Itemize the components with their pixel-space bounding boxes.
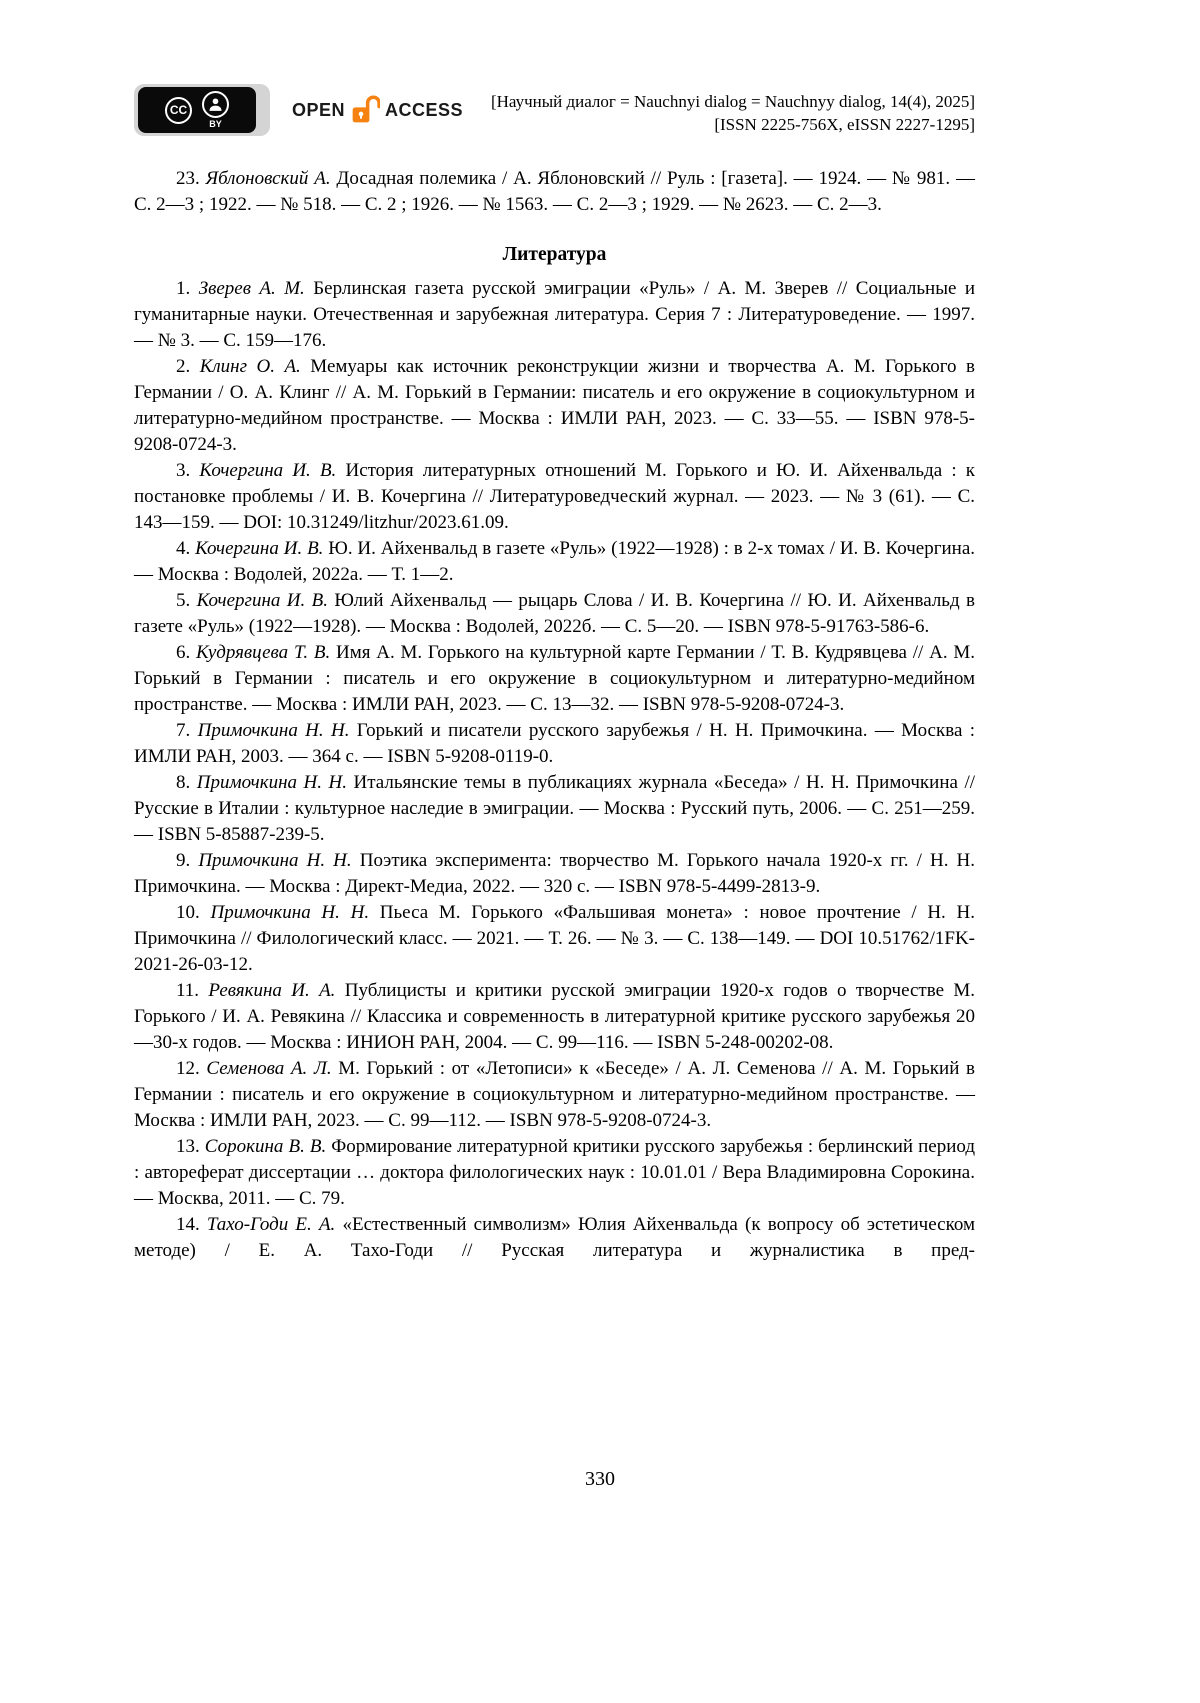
cc-by-attribution <box>202 91 229 129</box>
reference-number: 6. <box>176 642 191 663</box>
reference-author: Зверев А. М. <box>198 278 305 299</box>
reference-text: Горький и писатели русского зарубежья / Н. Н. Примочкина. — Москва : ИМЛИ РАН, 2003. — 364 с. — ISBN 5-9208-0119-0. <box>134 720 975 767</box>
reference-entry <box>134 1056 975 1134</box>
journal-citation-line-2: [ISSN 2225-756X, eISSN 2227-1295] <box>714 115 975 134</box>
reference-author: Семенова А. Л. <box>206 1058 332 1079</box>
cc-icon: CC <box>165 97 192 124</box>
reference-entry <box>134 536 975 588</box>
reference-entry <box>134 1212 975 1264</box>
journal-citation-line-1: [Научный диалог = Nauchnyi dialog = Nauchnyy dialog, 14(4), 2025] <box>490 92 975 111</box>
reference-author: Кочергина И. В. <box>199 460 337 481</box>
reference-author: Примочкина Н. Н. <box>198 850 352 871</box>
section-title: Литература <box>502 244 607 265</box>
reference-number: 7. <box>176 720 191 741</box>
reference-text: «Естественный символизм» Юлия Айхенвальда (к вопросу об эстетическом методе) / Е. А. Тахо-Годи // Русская литература и журналистика в пред- <box>134 1214 976 1261</box>
reference-number: 12. <box>176 1058 200 1079</box>
reference-entry <box>134 588 975 640</box>
reference-author: Примочкина Н. Н. <box>196 772 348 793</box>
reference-entry <box>134 900 975 978</box>
reference-author: Примочкина Н. Н. <box>210 902 370 923</box>
reference-author: Тахо-Годи Е. А. <box>206 1214 336 1235</box>
reference-entry <box>134 978 975 1056</box>
reference-entry <box>134 848 975 900</box>
page-number: 330 <box>585 1468 615 1490</box>
reference-author: Сорокина В. В. <box>204 1136 327 1157</box>
reference-text: Формирование литературной критики русского зарубежья : берлинский период : автореферат диссертации … доктора филологических наук : 10.01.01 / Вера Владимировна Сорокина. — Москва, 2011. — С. 79. <box>134 1136 975 1209</box>
reference-author: Кочергина И. В. <box>195 538 324 559</box>
reference-text: Имя А. М. Горького на культурной карте Германии / Т. В. Кудрявцева // А. М. Горький в Германии : писатель и его окружение в социокультурном и литературно-медийном пространстве. — Москва : ИМЛИ РАН, 2023. — С. 13—32. — ISBN 978-5-9208-0724-3. <box>134 642 975 715</box>
reference-text: Пьеса М. Горького «Фальшивая монета» : новое прочтение / Н. Н. Примочкина // Филологический класс. — 2021. — Т. 26. — № 3. — С. 138—149. — DOI 10.51762/1FK-2021-26-03-12. <box>134 902 975 975</box>
reference-text: Берлинская газета русской эмиграции «Руль» / А. М. Зверев // Социальные и гуманитарные науки. Отечественная и зарубежная литература. Серия 7 : Литературоведение. — 1997. — № 3. — С. 159—176. <box>134 278 976 351</box>
page-header <box>134 84 975 136</box>
reference-text: Поэтика эксперимента: творчество М. Горького начала 1920-х гг. / Н. Н. Примочкина. — Москва : Директ-Медиа, 2022. — 320 с. — ISBN 978-5-4499-2813-9. <box>134 850 975 897</box>
reference-author: Кочергина И. В. <box>196 590 329 611</box>
references-list <box>134 276 975 1264</box>
cc-badge <box>138 87 256 133</box>
person-icon <box>202 91 229 118</box>
open-access-access-label: ACCESS <box>385 99 464 120</box>
reference-entry <box>134 458 975 536</box>
reference-number: 3. <box>176 460 191 481</box>
reference-number: 23. <box>176 168 200 189</box>
reference-text: История литературных отношений М. Горького и Ю. И. Айхенвальда : к постановке проблемы / И. В. Кочергина // Литературоведческий журнал. — 2023. — № 3 (61). — С. 143—159. — DOI: 10.31249/litzhur/2023.61.09. <box>134 460 976 533</box>
reference-author: Яблоновский А. <box>205 168 331 189</box>
reference-text: Итальянские темы в публикациях журнала «Беседа» / Н. Н. Примочкина // Русские в Италии : культурное наследие в эмиграции. — Москва : Русский путь, 2006. — С. 251—259. — ISBN 5-85887-239-5. <box>134 772 975 845</box>
reference-number: 10. <box>176 902 200 923</box>
reference-entry <box>134 640 975 718</box>
reference-number: 1. <box>176 278 191 299</box>
reference-number: 8. <box>176 772 191 793</box>
reference-author: Кудрявцева Т. В. <box>196 642 331 663</box>
cc-by-license-badge <box>134 84 270 136</box>
reference-author: Примочкина Н. Н. <box>197 720 350 741</box>
cc-by-label: BY <box>209 119 222 129</box>
reference-entry <box>134 718 975 770</box>
reference-number: 5. <box>176 590 191 611</box>
reference-entry <box>134 354 975 458</box>
reference-entry <box>134 1134 975 1212</box>
journal-citation <box>491 84 975 136</box>
reference-text: Юлий Айхенвальд — рыцарь Слова / И. В. Кочергина // Ю. И. Айхенвальд в газете «Руль» (1922—1928). — Москва : Водолей, 2022б. — С. 5—20. — ISBN 978-5-91763-586-6. <box>134 590 975 637</box>
open-access-open-label: OPEN <box>292 99 346 120</box>
open-lock-icon <box>350 94 380 126</box>
reference-number: 2. <box>176 356 191 377</box>
reference-text: Мемуары как источник реконструкции жизни и творчества А. М. Горького в Германии / О. А. Клинг // А. М. Горький в Германии: писатель и его окружение в социокультурном и литературно-медийном пространстве. — Москва : ИМЛИ РАН, 2023. — С. 33—55. — ISBN 978-5-9208-0724-3. <box>134 356 975 455</box>
reference-entry-lead <box>134 166 975 218</box>
reference-author: Ревякина И. А. <box>208 980 336 1001</box>
open-access-logo <box>292 84 463 136</box>
reference-number: 4. <box>176 538 191 559</box>
reference-text: М. Горький : от «Летописи» к «Беседе» / А. Л. Семенова // А. М. Горький в Германии : писатель и его окружение в социокультурном и литературно-медийном пространстве. — Москва : ИМЛИ РАН, 2023. — С. 99—112. — ISBN 978-5-9208-0724-3. <box>134 1058 976 1131</box>
reference-author: Клинг О. А. <box>199 356 301 377</box>
reference-text: Ю. И. Айхенвальд в газете «Руль» (1922—1928) : в 2-х томах / И. В. Кочергина. — Москва : Водолей, 2022а. — Т. 1—2. <box>134 538 975 585</box>
reference-number: 11. <box>176 980 200 1001</box>
reference-entry <box>134 276 975 354</box>
reference-number: 13. <box>176 1136 200 1157</box>
reference-number: 9. <box>176 850 191 871</box>
reference-entry <box>134 770 975 848</box>
page-content <box>134 84 975 1264</box>
reference-text: Публицисты и критики русской эмиграции 1920-х годов о творчестве М. Горького / И. А. Ревякина // Классика и современность в литературной критике русского зарубежья 20—30-х годов. — Москва : ИНИОН РАН, 2004. — С. 99—116. — ISBN 5-248-00202-08. <box>134 980 976 1053</box>
reference-number: 14. <box>176 1214 200 1235</box>
reference-text: Досадная полемика / А. Яблоновский // Руль : [газета]. — 1924. — № 981. — С. 2—3 ; 1922. — № 518. — С. 2 ; 1926. — № 1563. — С. 2—3 ; 1929. — № 2623. — С. 2—3. <box>134 168 975 215</box>
